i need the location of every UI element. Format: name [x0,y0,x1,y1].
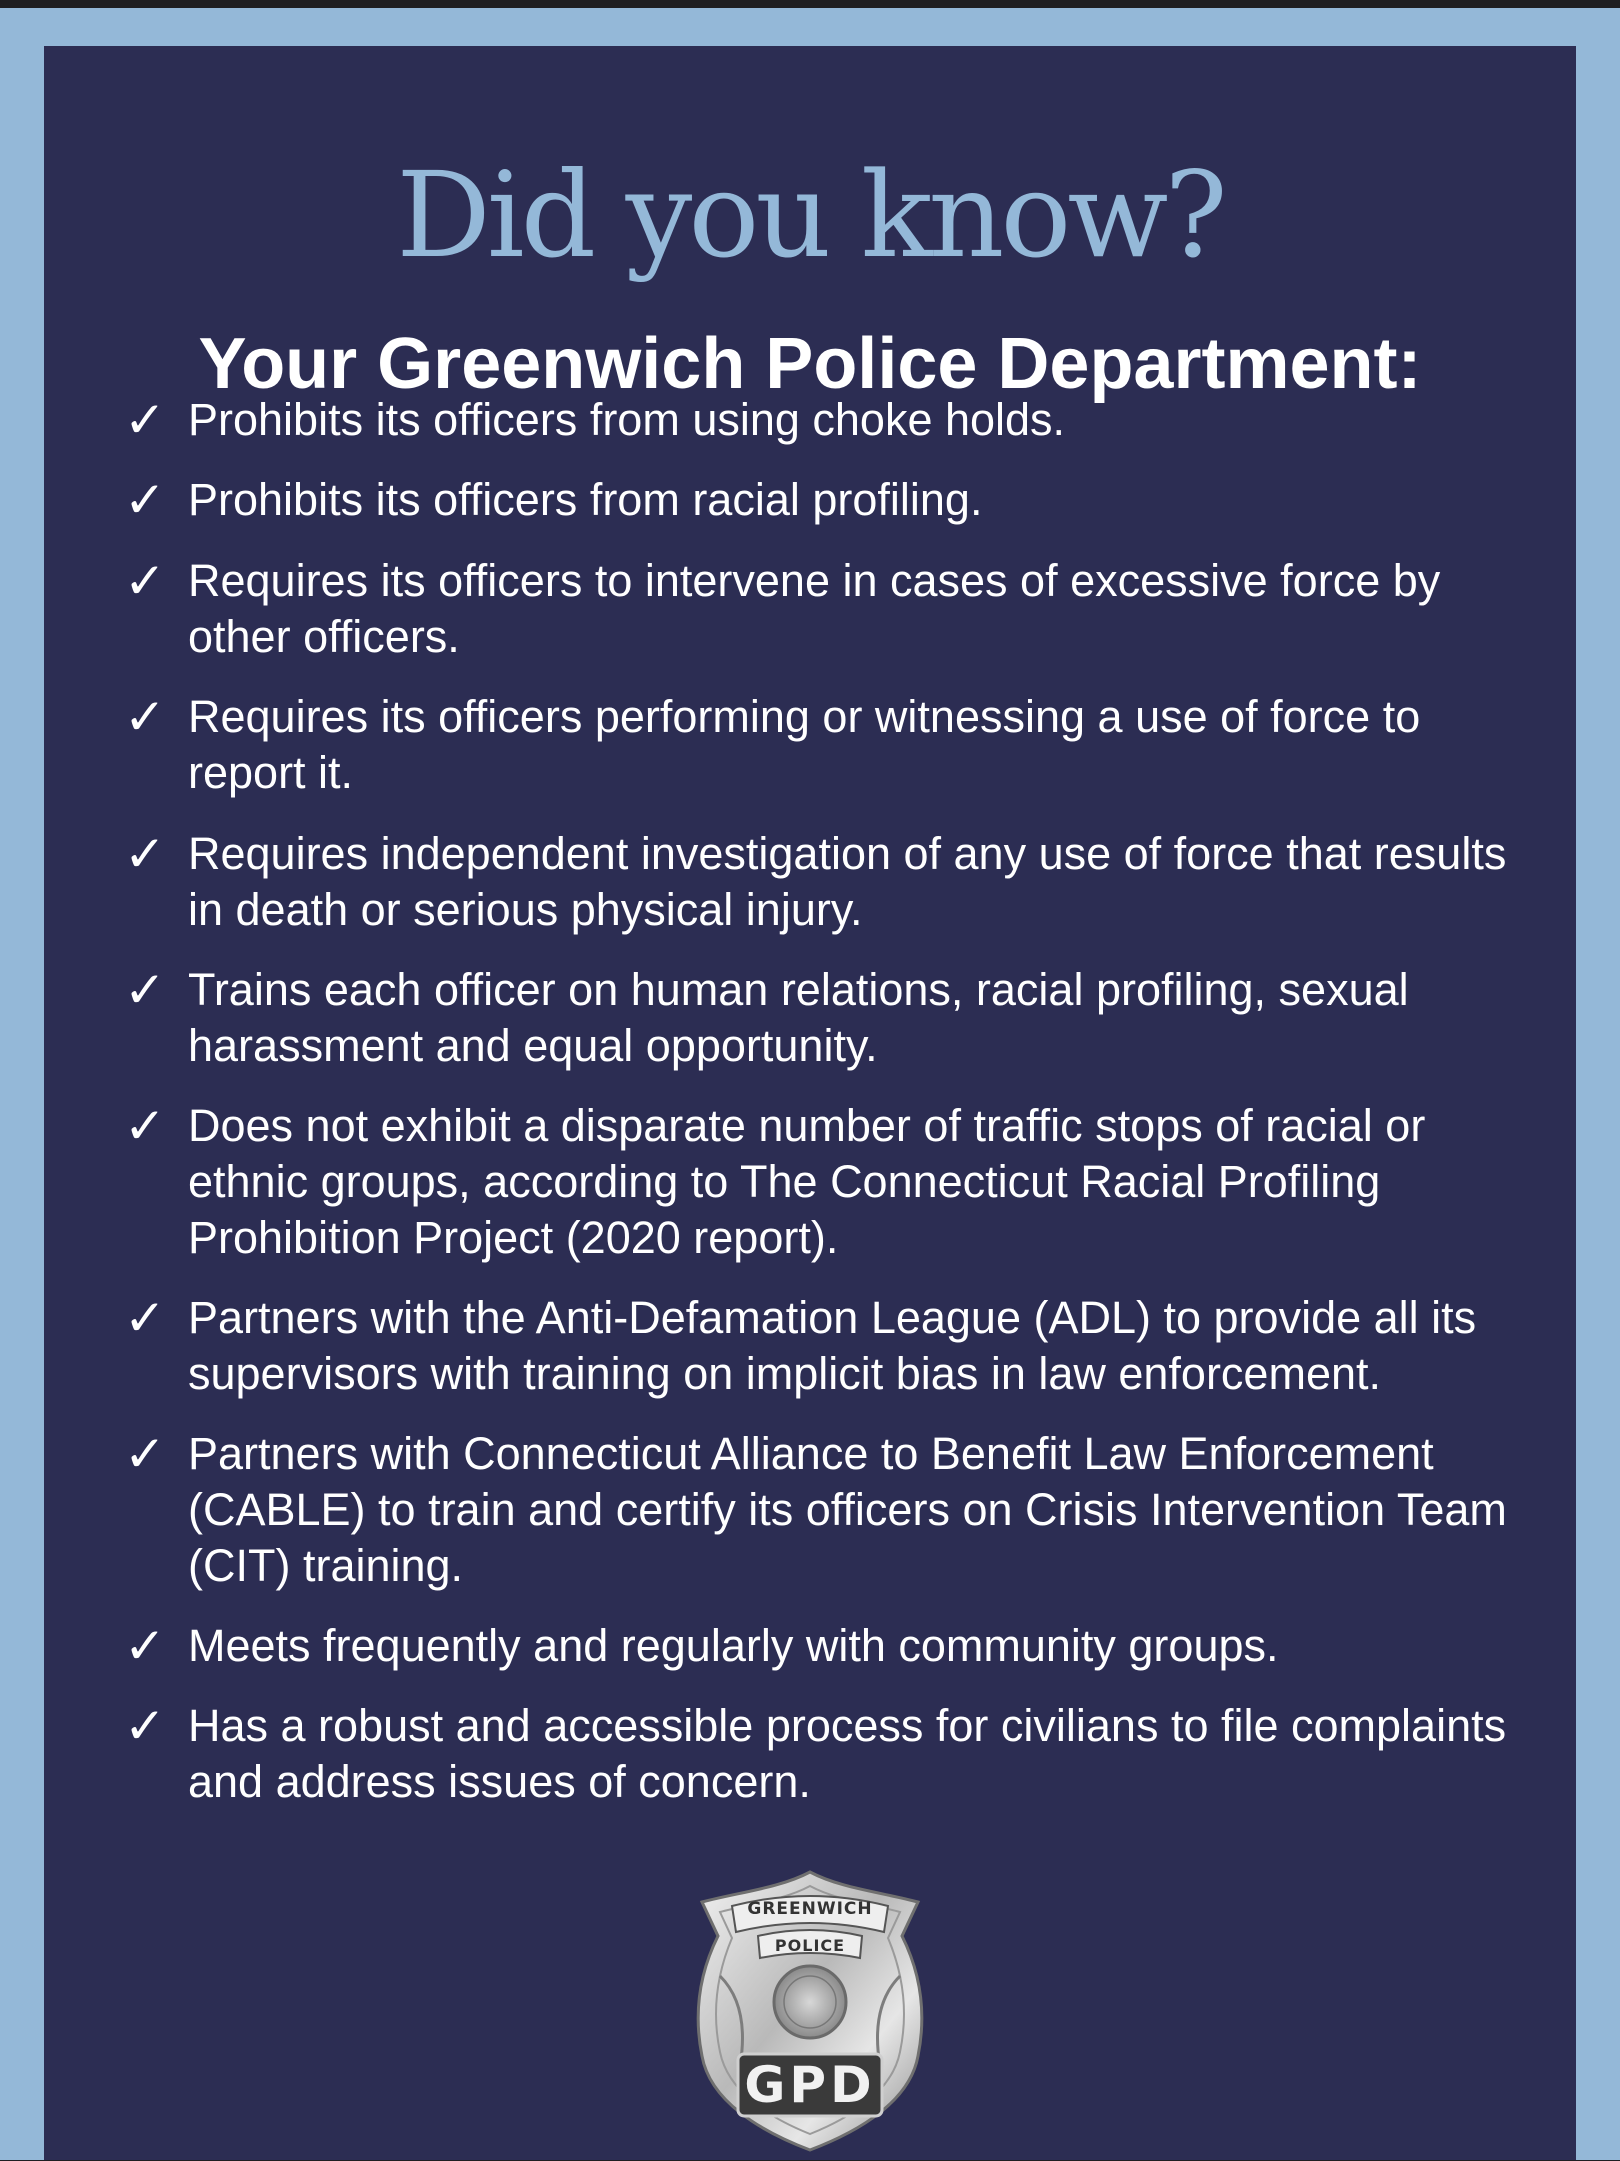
fact-text: Partners with the Anti-Defamation League (ADL) to provide all its supervisors with training on implicit bias in law enforcement. [188,1292,1477,1399]
fact-item [124,1290,1524,1402]
police-badge [680,1866,940,2156]
fact-item [124,689,1524,801]
fact-text: Partners with Connecticut Alliance to Benefit Law Enforcement (CABLE) to train and certify its officers on Crisis Intervention Team (CIT) training. [188,1428,1507,1591]
headline: Did you know? [396,146,1224,284]
fact-text: Requires its officers performing or witnessing a use of force to report it. [188,691,1421,798]
check-icon: ✓ [124,1697,166,1755]
fact-item [124,1618,1524,1674]
check-icon: ✓ [124,961,166,1019]
fact-list [44,46,1576,1896]
fact-item [124,962,1524,1074]
check-icon: ✓ [124,552,166,610]
fact-item [124,472,1524,528]
check-icon: ✓ [124,471,166,529]
subhead: Your Greenwich Police Department: [198,324,1422,404]
badge-bottom-text: GPD [744,2056,876,2114]
fact-item [124,1426,1524,1594]
fact-text: Requires independent investigation of any use of force that results in death or serious physical injury. [188,828,1507,935]
check-icon: ✓ [124,1289,166,1347]
check-icon: ✓ [124,391,166,449]
fact-text: Has a robust and accessible process for civilians to file complaints and address issues of concern. [188,1700,1507,1807]
fact-item [124,1098,1524,1266]
badge-top-text: GREENWICH [747,1899,873,1919]
fact-item [124,392,1524,448]
fact-text: Trains each officer on human relations, racial profiling, sexual harassment and equal opportunity. [188,964,1409,1071]
check-icon: ✓ [124,688,166,746]
fact-text: Requires its officers to intervene in cases of excessive force by other officers. [188,555,1441,662]
poster-panel [44,46,1576,2160]
check-icon: ✓ [124,825,166,883]
check-icon: ✓ [124,1097,166,1155]
fact-item [124,553,1524,665]
fact-text: Prohibits its officers from using choke holds. [188,394,1066,445]
fact-text: Meets frequently and regularly with community groups. [188,1620,1279,1671]
check-icon: ✓ [124,1425,166,1483]
fact-text: Prohibits its officers from racial profiling. [188,474,983,525]
fact-text: Does not exhibit a disparate number of traffic stops of racial or ethnic groups, according to The Connecticut Racial Profiling Prohibition Project (2020 report). [188,1100,1426,1263]
badge-middle-text: POLICE [774,1936,846,1955]
fact-item [124,1698,1524,1810]
fact-item [124,826,1524,938]
check-icon: ✓ [124,1617,166,1675]
